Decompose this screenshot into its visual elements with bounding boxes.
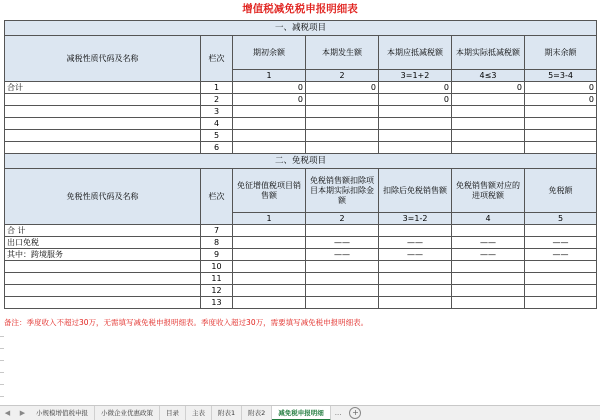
table-row [5, 130, 597, 142]
cell[interactable]: 0 [379, 94, 452, 106]
cell[interactable] [233, 273, 306, 285]
row-line[interactable]: 2 [201, 94, 233, 106]
row-line[interactable]: 11 [201, 273, 233, 285]
cell[interactable] [525, 130, 597, 142]
cell[interactable] [379, 106, 452, 118]
section2-col-name[interactable]: 免税性质代码及名称 [5, 169, 201, 225]
row-line[interactable]: 7 [201, 225, 233, 237]
section1-col-header[interactable]: 本期应抵减税额 [379, 36, 452, 70]
sheet-tab[interactable]: 小微企业优惠政策 [95, 406, 160, 420]
section2-col-num[interactable]: 4 [452, 213, 525, 225]
cell[interactable] [233, 261, 306, 273]
row-line[interactable]: 6 [201, 142, 233, 154]
cell[interactable] [452, 273, 525, 285]
section1-col-num[interactable]: 4≤3 [452, 70, 525, 82]
row-label[interactable] [5, 285, 201, 297]
row-label[interactable] [5, 142, 201, 154]
row-label[interactable]: 出口免税 [5, 237, 201, 249]
cell[interactable] [525, 297, 597, 309]
row-line[interactable]: 1 [201, 82, 233, 94]
row-line[interactable]: 10 [201, 261, 233, 273]
tab-next-icon[interactable]: ▶ [19, 409, 26, 417]
section1-col-name[interactable]: 减税性质代码及名称 [5, 36, 201, 82]
row-label[interactable] [5, 130, 201, 142]
cell[interactable] [233, 225, 306, 237]
cell[interactable]: 0 [306, 82, 379, 94]
cell[interactable]: 0 [525, 94, 597, 106]
section2-col-num[interactable]: 5 [525, 213, 597, 225]
cell[interactable]: —— [452, 249, 525, 261]
row-label[interactable]: 其中：跨境服务 [5, 249, 201, 261]
cell[interactable] [379, 285, 452, 297]
cell[interactable] [379, 261, 452, 273]
sheet-tab[interactable]: 附表1 [212, 406, 242, 420]
row-label[interactable]: 合计 [5, 82, 201, 94]
cell[interactable] [306, 106, 379, 118]
row-label[interactable] [5, 297, 201, 309]
cell[interactable] [525, 285, 597, 297]
sheet-tab[interactable]: 附表2 [242, 406, 272, 420]
cell[interactable] [525, 106, 597, 118]
section1-col-header[interactable]: 期初余额 [233, 36, 306, 70]
tab-more[interactable]: ... [334, 408, 342, 417]
cell[interactable] [233, 237, 306, 249]
table-row [5, 285, 597, 297]
cell[interactable] [306, 142, 379, 154]
cell[interactable] [452, 118, 525, 130]
sheet-tab-bar [0, 405, 600, 420]
cell[interactable]: —— [306, 249, 379, 261]
row-line[interactable]: 8 [201, 237, 233, 249]
section1-heading[interactable]: 一、减税项目 [5, 21, 597, 36]
cell[interactable] [233, 106, 306, 118]
cell[interactable] [233, 249, 306, 261]
row-label[interactable] [5, 118, 201, 130]
section1-col-header[interactable]: 本期实际抵减税额 [452, 36, 525, 70]
cell[interactable] [306, 225, 379, 237]
cell[interactable] [233, 142, 306, 154]
table-row [5, 249, 597, 261]
sheet-tab[interactable]: 目录 [160, 406, 186, 420]
cell[interactable] [452, 94, 525, 106]
table-row [5, 297, 597, 309]
section2-col-header[interactable]: 免税额 [525, 169, 597, 213]
section2-col-line[interactable]: 栏次 [201, 169, 233, 225]
cell[interactable] [525, 273, 597, 285]
cell[interactable] [306, 130, 379, 142]
row-line[interactable]: 3 [201, 106, 233, 118]
cell[interactable] [452, 297, 525, 309]
cell[interactable] [452, 142, 525, 154]
table-row [5, 273, 597, 285]
cell[interactable] [306, 94, 379, 106]
cell[interactable]: —— [379, 237, 452, 249]
cell[interactable]: —— [379, 249, 452, 261]
table-row [5, 237, 597, 249]
section2-col-num[interactable]: 1 [233, 213, 306, 225]
cell[interactable]: —— [306, 237, 379, 249]
row-label[interactable] [5, 106, 201, 118]
row-line[interactable]: 4 [201, 118, 233, 130]
cell[interactable] [452, 106, 525, 118]
cell[interactable] [379, 118, 452, 130]
row-label[interactable] [5, 273, 201, 285]
table-row [5, 94, 597, 106]
section1-col-header[interactable]: 本期发生额 [306, 36, 379, 70]
add-sheet-icon[interactable]: + [349, 407, 361, 419]
section1-col-header[interactable]: 期末余额 [525, 36, 597, 70]
cell[interactable]: 0 [233, 82, 306, 94]
table-row [5, 261, 597, 273]
cell[interactable] [233, 130, 306, 142]
cell[interactable] [452, 130, 525, 142]
cell[interactable] [233, 297, 306, 309]
remark-note[interactable]: 备注：季度收入不超过30万，无需填写减免税申报明细表。季度收入超过30万，需要填写减免税申报明细表。 [4, 318, 369, 327]
sheet-tab[interactable]: 小规模增值税申报 [30, 406, 95, 420]
sheet-tab[interactable]: 主表 [186, 406, 212, 420]
cell[interactable] [306, 285, 379, 297]
section1-col-num[interactable]: 3=1+2 [379, 70, 452, 82]
cell[interactable]: —— [452, 237, 525, 249]
cell[interactable] [525, 225, 597, 237]
cell[interactable] [525, 261, 597, 273]
row-line[interactable]: 13 [201, 297, 233, 309]
tax-reduction-table [4, 20, 597, 309]
section2-col-header[interactable]: 免税销售额对应的进项税额 [452, 169, 525, 213]
cell[interactable] [233, 285, 306, 297]
cell[interactable]: 0 [452, 82, 525, 94]
cell[interactable]: —— [525, 249, 597, 261]
row-label[interactable]: 合 计 [5, 225, 201, 237]
cell[interactable] [306, 273, 379, 285]
tab-prev-icon[interactable]: ◀ [4, 409, 11, 417]
cell[interactable] [233, 118, 306, 130]
cell[interactable] [379, 225, 452, 237]
cell[interactable]: 0 [379, 82, 452, 94]
cell[interactable] [525, 142, 597, 154]
row-line[interactable]: 5 [201, 130, 233, 142]
cell[interactable] [452, 261, 525, 273]
section1-col-line[interactable]: 栏次 [201, 36, 233, 82]
section1-col-num[interactable]: 2 [306, 70, 379, 82]
section2-col-header[interactable]: 免税销售额扣除项目本期实际扣除金额 [306, 169, 379, 213]
tab-nav [0, 406, 30, 420]
section2-heading[interactable]: 二、免税项目 [5, 154, 597, 169]
cell[interactable]: 0 [233, 94, 306, 106]
section1-col-num[interactable]: 5=3-4 [525, 70, 597, 82]
row-gutter [0, 332, 600, 402]
section2-col-num[interactable]: 2 [306, 213, 379, 225]
row-line[interactable]: 9 [201, 249, 233, 261]
table-row [5, 118, 597, 130]
section2-col-header[interactable]: 免征增值税项目销售额 [233, 169, 306, 213]
section1-col-num[interactable]: 1 [233, 70, 306, 82]
cell[interactable] [452, 285, 525, 297]
table-row [5, 82, 597, 94]
row-label[interactable] [5, 261, 201, 273]
table-row [5, 106, 597, 118]
cell[interactable] [525, 118, 597, 130]
cell[interactable] [379, 273, 452, 285]
table-row [5, 225, 597, 237]
sheet-title: 增值税减免税申报明细表 [242, 3, 358, 15]
cell[interactable]: —— [525, 237, 597, 249]
cell[interactable] [379, 142, 452, 154]
section2-col-num[interactable]: 3=1-2 [379, 213, 452, 225]
row-label[interactable] [5, 94, 201, 106]
table-row [5, 142, 597, 154]
cell[interactable] [306, 261, 379, 273]
cell[interactable] [379, 130, 452, 142]
cell[interactable] [306, 297, 379, 309]
row-line[interactable]: 12 [201, 285, 233, 297]
cell[interactable] [379, 297, 452, 309]
cell[interactable]: 0 [525, 82, 597, 94]
section2-col-header[interactable]: 扣除后免税销售额 [379, 169, 452, 213]
cell[interactable] [452, 225, 525, 237]
cell[interactable] [306, 118, 379, 130]
sheet-tab-active[interactable]: 减免税申报明细 [272, 406, 331, 420]
